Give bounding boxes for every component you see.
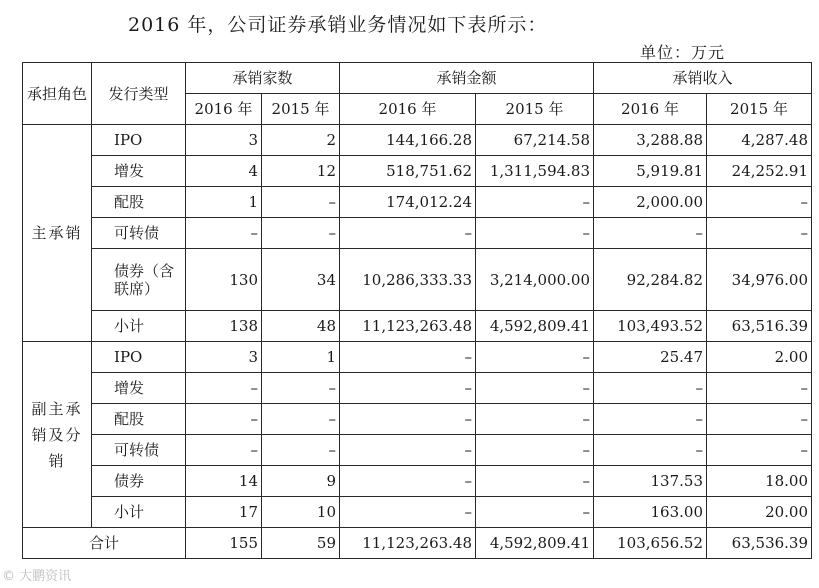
cell-amount-2015: 4,592,809.41 (476, 528, 594, 559)
header-income-2016: 2016 年 (594, 94, 707, 125)
table-row (23, 435, 812, 466)
cell-amount-2016: – (340, 466, 476, 497)
table-body (23, 63, 812, 559)
header-count-2015: 2015 年 (262, 94, 340, 125)
cell-count-2015: – (262, 218, 340, 249)
cell-income-2015: 24,252.91 (707, 156, 812, 187)
row-type: 配股 (92, 404, 186, 435)
cell-amount-2015: 67,214.58 (476, 125, 594, 156)
table-row (23, 528, 812, 559)
header-row-1 (23, 63, 812, 94)
cell-count-2016: 130 (186, 249, 262, 311)
table-row (23, 125, 812, 156)
header-role: 承担角色 (23, 63, 92, 125)
row-type: 可转债 (92, 435, 186, 466)
cell-count-2015: 34 (262, 249, 340, 311)
underwriting-table (22, 62, 812, 559)
header-income-2015: 2015 年 (707, 94, 812, 125)
cell-count-2015: 59 (262, 528, 340, 559)
cell-income-2015: – (707, 404, 812, 435)
table-row (23, 156, 812, 187)
cell-income-2016: 92,284.82 (594, 249, 707, 311)
cell-income-2016: – (594, 218, 707, 249)
cell-count-2016: 3 (186, 125, 262, 156)
cell-income-2015: – (707, 435, 812, 466)
cell-income-2015: 34,976.00 (707, 249, 812, 311)
cell-amount-2016: – (340, 218, 476, 249)
cell-count-2016: 17 (186, 497, 262, 528)
cell-count-2015: – (262, 404, 340, 435)
cell-amount-2016: 174,012.24 (340, 187, 476, 218)
cell-count-2015: 2 (262, 125, 340, 156)
table-row (23, 373, 812, 404)
cell-income-2016: 103,493.52 (594, 311, 707, 342)
header-count: 承销家数 (186, 63, 340, 94)
cell-amount-2015: – (476, 497, 594, 528)
cell-income-2016: 3,288.88 (594, 125, 707, 156)
cell-amount-2016: – (340, 404, 476, 435)
header-amount-2016: 2016 年 (340, 94, 476, 125)
cell-amount-2016: 11,123,263.48 (340, 528, 476, 559)
cell-income-2016: – (594, 373, 707, 404)
cell-income-2016: 25.47 (594, 342, 707, 373)
cell-income-2016: 103,656.52 (594, 528, 707, 559)
cell-amount-2015: 4,592,809.41 (476, 311, 594, 342)
table-row (23, 497, 812, 528)
cell-amount-2016: 144,166.28 (340, 125, 476, 156)
cell-income-2016: – (594, 435, 707, 466)
cell-amount-2016: 518,751.62 (340, 156, 476, 187)
cell-amount-2016: – (340, 497, 476, 528)
cell-count-2015: 10 (262, 497, 340, 528)
cell-amount-2016: – (340, 435, 476, 466)
row-type: 增发 (92, 373, 186, 404)
row-type: 债券 (92, 466, 186, 497)
row-type: IPO (92, 125, 186, 156)
header-type: 发行类型 (92, 63, 186, 125)
row-type: 可转债 (92, 218, 186, 249)
header-amount-2015: 2015 年 (476, 94, 594, 125)
table-row (23, 187, 812, 218)
cell-amount-2015: – (476, 218, 594, 249)
cell-count-2015: – (262, 373, 340, 404)
cell-income-2015: – (707, 218, 812, 249)
header-income: 承销收入 (594, 63, 812, 94)
cell-count-2016: – (186, 404, 262, 435)
row-type: 小计 (92, 311, 186, 342)
cell-count-2016: 4 (186, 156, 262, 187)
cell-count-2016: 1 (186, 187, 262, 218)
cell-income-2015: 63,516.39 (707, 311, 812, 342)
cell-count-2016: – (186, 435, 262, 466)
cell-income-2016: 163.00 (594, 497, 707, 528)
row-type: 增发 (92, 156, 186, 187)
cell-amount-2015: 1,311,594.83 (476, 156, 594, 187)
cell-amount-2015: – (476, 373, 594, 404)
cell-amount-2015: – (476, 404, 594, 435)
cell-count-2016: 155 (186, 528, 262, 559)
cell-income-2015: 20.00 (707, 497, 812, 528)
header-count-2016: 2016 年 (186, 94, 262, 125)
cell-count-2016: – (186, 218, 262, 249)
cell-count-2015: 1 (262, 342, 340, 373)
row-type: 配股 (92, 187, 186, 218)
cell-income-2015: – (707, 373, 812, 404)
cell-count-2015: – (262, 435, 340, 466)
cell-count-2015: 12 (262, 156, 340, 187)
cell-income-2015: – (707, 187, 812, 218)
cell-amount-2015: – (476, 342, 594, 373)
cell-income-2015: 4,287.48 (707, 125, 812, 156)
cell-count-2016: – (186, 373, 262, 404)
cell-amount-2016: 10,286,333.33 (340, 249, 476, 311)
cell-amount-2016: 11,123,263.48 (340, 311, 476, 342)
table-row (23, 218, 812, 249)
cell-income-2016: 137.53 (594, 466, 707, 497)
table-row (23, 311, 812, 342)
cell-amount-2015: – (476, 187, 594, 218)
cell-income-2016: 5,919.81 (594, 156, 707, 187)
row-type: 合计 (23, 528, 186, 559)
role-lead: 主承销 (23, 125, 92, 342)
row-type: IPO (92, 342, 186, 373)
row-type: 小计 (92, 497, 186, 528)
table-row (23, 404, 812, 435)
cell-income-2015: 18.00 (707, 466, 812, 497)
watermark: © 大鹏资讯 (2, 569, 72, 584)
intro-text: 2016 年，公司证券承销业务情况如下表所示： (128, 14, 548, 36)
table-row (23, 342, 812, 373)
table-row (23, 249, 812, 311)
cell-income-2016: – (594, 404, 707, 435)
cell-income-2016: 2,000.00 (594, 187, 707, 218)
row-type: 债券（含联席） (92, 249, 186, 311)
role-co: 副主承销及分销 (23, 342, 92, 528)
cell-income-2015: 63,536.39 (707, 528, 812, 559)
cell-income-2015: 2.00 (707, 342, 812, 373)
table-row (23, 466, 812, 497)
cell-amount-2016: – (340, 342, 476, 373)
cell-amount-2015: – (476, 435, 594, 466)
cell-count-2015: 9 (262, 466, 340, 497)
cell-count-2015: 48 (262, 311, 340, 342)
cell-amount-2015: 3,214,000.00 (476, 249, 594, 311)
cell-count-2016: 138 (186, 311, 262, 342)
header-amount: 承销金额 (340, 63, 594, 94)
cell-amount-2016: – (340, 373, 476, 404)
cell-count-2015: – (262, 187, 340, 218)
unit-label: 单位：万元 (640, 43, 726, 62)
cell-count-2016: 3 (186, 342, 262, 373)
cell-amount-2015: – (476, 466, 594, 497)
cell-count-2016: 14 (186, 466, 262, 497)
